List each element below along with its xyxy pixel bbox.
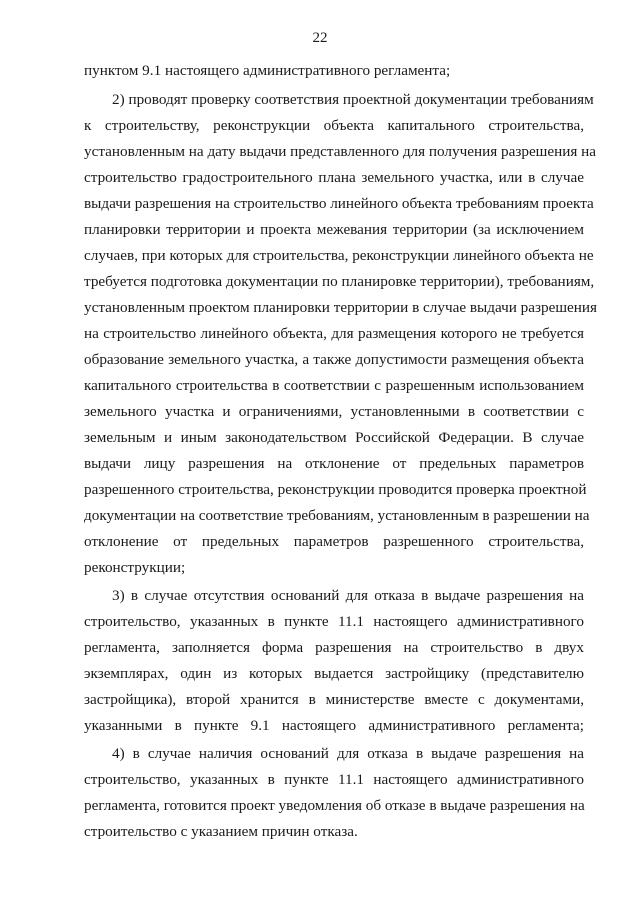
text-line: требуется подготовка документации по планировке территории), требованиям, [84,273,595,290]
text-line: регламента, готовится проект уведомления об отказе в выдаче разрешения на [84,797,585,814]
text-line: строительство, указанных в пункте 11.1 настоящего административного [84,771,584,788]
page-number: 22 [312,30,328,46]
text-line: установленным на дату выдачи представленного для получения разрешения на [84,143,597,160]
text-line: выдачи лицу разрешения на отклонение от предельных параметров [84,455,584,472]
text-line: 4) в случае наличия оснований для отказа в выдаче разрешения на [112,745,584,762]
text-line: документации на соответствие требованиям, установленным в разрешении на [84,507,590,524]
text-line: застройщика), второй хранится в министерстве вместе с документами, [84,691,584,708]
text-line: строительство градостроительного плана земельного участка, или в случае [84,169,584,186]
text-line: регламента, заполняется форма разрешения на строительство в двух [84,639,584,656]
text-line: 2) проводят проверку соответствия проектной документации требованиям [112,91,594,108]
text-line: разрешенного строительства, реконструкции проводится проверка проектной [84,481,587,498]
text-line: выдачи разрешения на строительство линейного объекта требованиям проекта [84,195,594,212]
text-line: земельным и иным законодательством Российской Федерации. В случае [84,429,584,446]
text-line: экземплярах, один из которых выдается застройщику (представителю [84,665,584,682]
text-line: капитального строительства в соответствии с разрешенным использованием [84,377,584,394]
text-line: отклонение от предельных параметров разрешенного строительства, [84,533,584,550]
text-line: указанными в пункте 9.1 настоящего административного регламента; [84,717,584,734]
text-line: строительство с указанием причин отказа. [84,823,358,840]
text-line: 3) в случае отсутствия оснований для отказа в выдаче разрешения на [112,587,584,604]
text-line: случаев, при которых для строительства, реконструкции линейного объекта не [84,247,594,264]
text-line: строительство, указанных в пункте 11.1 настоящего административного [84,613,584,630]
text-line: планировки территории и проекта межевания территории (за исключением [84,221,584,238]
text-line: образование земельного участка, а также допустимости размещения объекта [84,351,584,368]
text-line: установленным проектом планировки территории в случае выдачи разрешения [84,299,598,316]
text-line: реконструкции; [84,559,186,576]
text-line: к строительству, реконструкции объекта капитального строительства, [84,117,584,134]
text-line: на строительство линейного объекта, для размещения которого не требуется [84,325,584,342]
text-line: земельного участка и ограничениями, установленными в соответствии с [84,403,584,420]
text-line: пунктом 9.1 настоящего административного регламента; [84,62,451,79]
